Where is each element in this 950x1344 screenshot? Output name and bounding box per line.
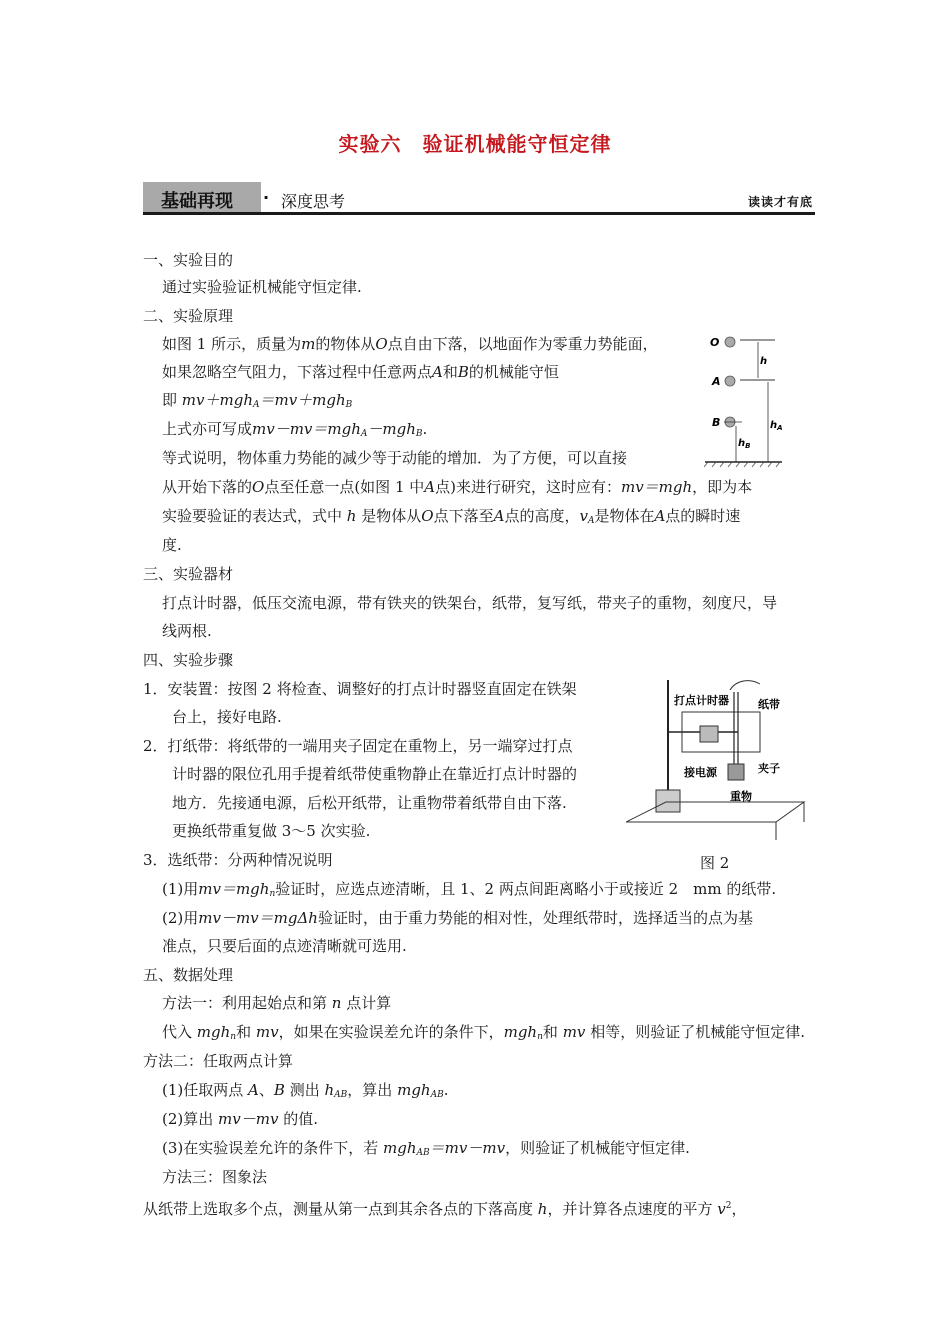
text: 点)来进行研究，这时应有： bbox=[435, 478, 621, 496]
fig1-label-hb-main: h bbox=[738, 438, 746, 449]
paragraph-line bbox=[162, 419, 427, 444]
label-weight: 重物 bbox=[730, 790, 752, 803]
paragraph-line bbox=[162, 390, 352, 415]
text: 从开始下落的 bbox=[162, 478, 253, 496]
math-var: v bbox=[579, 507, 588, 525]
math-var: B bbox=[457, 363, 469, 381]
math-expr: mgh bbox=[196, 1023, 231, 1041]
paragraph-line: 度. bbox=[162, 536, 182, 554]
weight-block bbox=[728, 764, 744, 780]
fig1-label-ha bbox=[770, 420, 783, 432]
equation: mv－mv＝mgh bbox=[252, 420, 361, 438]
text: 从纸带上选取多个点，测量从第一点到其余各点的下落高度 bbox=[143, 1200, 534, 1218]
paragraph-line bbox=[143, 1196, 747, 1219]
text: 是物体从 bbox=[361, 507, 422, 525]
text: 点的高度， bbox=[504, 507, 580, 525]
subscript: A bbox=[587, 516, 595, 526]
fig1-label-h: h bbox=[760, 356, 768, 367]
text: 的值. bbox=[283, 1110, 318, 1128]
figure-2-diagram bbox=[626, 672, 816, 842]
math-var: B bbox=[273, 1081, 285, 1099]
subscript: B bbox=[345, 400, 353, 410]
subscript: n bbox=[230, 1032, 237, 1042]
paragraph-line bbox=[162, 1022, 805, 1047]
equation: mv－mv＝mgΔh bbox=[198, 909, 318, 927]
subscript: AB bbox=[416, 1148, 430, 1158]
math-var: O bbox=[421, 507, 434, 525]
subscript: AB bbox=[334, 1090, 348, 1100]
math-var: h bbox=[537, 1200, 548, 1218]
text: 点至任意一点(如图 1 中 bbox=[264, 478, 425, 496]
subscript: n bbox=[269, 889, 276, 899]
equation: ＝mv＋mgh bbox=[259, 391, 346, 409]
text: ，并计算各点速度的平方 bbox=[547, 1200, 713, 1218]
subscript: n bbox=[537, 1032, 543, 1042]
text: 、 bbox=[258, 1081, 274, 1099]
subscript: AB bbox=[430, 1090, 444, 1100]
stand-base-block bbox=[656, 790, 680, 812]
banner-rule bbox=[143, 212, 815, 215]
step-line: 更换纸带重复做 3～5 次实验. bbox=[172, 822, 371, 840]
text: 点的瞬时速 bbox=[665, 507, 741, 525]
text: 点自由下落，以地面作为零重力势能面， bbox=[387, 335, 658, 353]
math-expr: mv bbox=[255, 1023, 279, 1041]
text: 是物体在 bbox=[594, 507, 655, 525]
subscript: B bbox=[415, 429, 423, 439]
paragraph-line bbox=[162, 334, 658, 354]
text: ， bbox=[731, 1200, 747, 1218]
paragraph-line bbox=[162, 506, 740, 531]
paragraph-line: 准点，只要后面的点迹清晰就可选用. bbox=[162, 937, 407, 955]
figure-2-caption: 图 2 bbox=[700, 854, 730, 872]
label-timer: 打点计时器 bbox=[674, 694, 729, 707]
text: 点下落至 bbox=[433, 507, 494, 525]
math-var: A bbox=[248, 1081, 259, 1099]
paragraph-line bbox=[162, 1080, 449, 1105]
text: (1)任取两点 bbox=[162, 1081, 244, 1099]
math-var: n bbox=[331, 994, 342, 1012]
equation: mv＝mgh bbox=[198, 880, 270, 898]
math-expr: h bbox=[324, 1081, 335, 1099]
fig1-label-hb bbox=[738, 438, 750, 450]
section-heading: 五、数据处理 bbox=[143, 966, 234, 984]
equation: －mv bbox=[467, 1139, 506, 1157]
subscript: A bbox=[360, 429, 368, 439]
ball-o bbox=[725, 337, 735, 347]
step-line: 1．安装置：按图 2 将检查、调整好的打点计时器竖直固定在铁架 bbox=[143, 680, 577, 698]
math-expr: mgh bbox=[397, 1081, 431, 1099]
text: ，即为本 bbox=[692, 478, 753, 496]
step-line: 3．选纸带：分两种情况说明 bbox=[143, 851, 333, 869]
paragraph-line bbox=[162, 879, 776, 904]
text: 方法一：利用起始点和第 bbox=[162, 994, 328, 1012]
math-var: v bbox=[717, 1200, 726, 1218]
text: (2)算出 bbox=[162, 1110, 214, 1128]
text: 实验要验证的表达式，式中 bbox=[162, 507, 343, 525]
label-power: 接电源 bbox=[684, 766, 717, 779]
math-var: A bbox=[432, 363, 443, 381]
hand-icon bbox=[730, 681, 760, 690]
fig1-label-hb-sub: B bbox=[745, 442, 751, 450]
text: 和 bbox=[542, 1023, 558, 1041]
text: 的物体从 bbox=[315, 335, 376, 353]
superscript: 2 bbox=[725, 1201, 732, 1211]
text: (2)用 bbox=[162, 909, 199, 927]
text: 即 bbox=[162, 391, 178, 409]
step-line: 地方．先接通电源，后松开纸带，让重物带着纸带自由下落. bbox=[172, 794, 567, 812]
math-var: h bbox=[346, 507, 357, 525]
text: . bbox=[422, 420, 428, 438]
paragraph-line bbox=[162, 477, 752, 497]
method-heading bbox=[162, 993, 391, 1013]
paragraph-line bbox=[162, 908, 753, 928]
text: (1)用 bbox=[162, 880, 199, 898]
figure-1-diagram bbox=[700, 328, 810, 468]
text: ，算出 bbox=[347, 1081, 393, 1099]
paragraph-line: 打点计时器，低压交流电源，带有铁夹的铁架台，纸带，复写纸，带夹子的重物，刻度尺，导 bbox=[162, 594, 778, 612]
text: 如果忽略空气阻力，下落过程中任意两点 bbox=[162, 363, 433, 381]
text: 验证时，由于重力势能的相对性，处理纸带时，选择适当的点为基 bbox=[317, 909, 753, 927]
math-expr: mgh bbox=[503, 1023, 538, 1041]
page-title: 实验六 验证机械能守恒定律 bbox=[338, 132, 612, 156]
math-var: A bbox=[654, 507, 666, 525]
paragraph-line: 等式说明，物体重力势能的减少等于动能的增加．为了方便，可以直接 bbox=[162, 449, 628, 467]
step-line: 台上，接好电路. bbox=[172, 708, 282, 726]
text: 测出 bbox=[289, 1081, 320, 1099]
timer-body bbox=[700, 726, 718, 742]
section-heading: 四、实验步骤 bbox=[143, 651, 234, 669]
math-expr: mv bbox=[562, 1023, 586, 1041]
text: . bbox=[443, 1081, 449, 1099]
fig1-label-b: B bbox=[712, 416, 721, 429]
text: 代入 bbox=[162, 1023, 193, 1041]
paragraph-line bbox=[162, 1138, 690, 1163]
paragraph-line: 线两根. bbox=[162, 622, 212, 640]
math-var: O bbox=[375, 335, 388, 353]
text: 验证时，应选点迹清晰，且 1、2 两点间距离略小于或接近 2 mm 的纸带. bbox=[275, 880, 777, 898]
math-var: A bbox=[424, 478, 436, 496]
table-top bbox=[626, 802, 804, 822]
banner-sub-label: 深度思考 bbox=[281, 192, 346, 211]
math-var: A bbox=[493, 507, 505, 525]
equation: mv＝mgh bbox=[620, 478, 693, 496]
method-heading: 方法三：图象法 bbox=[162, 1168, 268, 1186]
text: 和 bbox=[236, 1023, 252, 1041]
banner-separator: · bbox=[263, 188, 270, 207]
equation: ＝mv bbox=[429, 1139, 468, 1157]
text: 和 bbox=[442, 363, 458, 381]
label-tape: 纸带 bbox=[758, 698, 780, 711]
subscript: A bbox=[252, 400, 260, 410]
ball-a bbox=[725, 376, 735, 386]
label-clip: 夹子 bbox=[758, 762, 780, 775]
fig1-label-o: O bbox=[710, 336, 720, 349]
paragraph: 通过实验验证机械能守恒定律. bbox=[162, 278, 362, 296]
text: 点计算 bbox=[346, 994, 392, 1012]
math-expr: mv－mv bbox=[218, 1110, 279, 1128]
section-heading: 三、实验器材 bbox=[143, 565, 234, 583]
text: 如图 1 所示，质量为 bbox=[162, 335, 302, 353]
fig1-label-ha-main: h bbox=[770, 420, 778, 431]
step-line: 计时器的限位孔用手提着纸带使重物静止在靠近打点计时器的 bbox=[172, 765, 578, 783]
fig1-label-ha-sub: A bbox=[777, 424, 783, 432]
text: 的机械能守恒 bbox=[468, 363, 559, 381]
banner-main-label: 基础再现 bbox=[161, 191, 233, 212]
section-heading: 一、实验目的 bbox=[143, 251, 234, 269]
math-var: O bbox=[252, 478, 265, 496]
section-banner bbox=[143, 182, 815, 214]
step-line: 2．打纸带：将纸带的一端用夹子固定在重物上，另一端穿过打点 bbox=[143, 737, 573, 755]
banner-right-label: 读读才有底 bbox=[747, 195, 813, 209]
equation: －mgh bbox=[367, 420, 416, 438]
method-heading: 方法二：任取两点计算 bbox=[143, 1052, 294, 1070]
text: ，则验证了机械能守恒定律. bbox=[505, 1139, 690, 1157]
text: 相等，则验证了机械能守恒定律. bbox=[590, 1023, 805, 1041]
text: (3)在实验误差允许的条件下，若 bbox=[162, 1139, 379, 1157]
paragraph-line bbox=[162, 1109, 318, 1129]
text: 上式亦可写成 bbox=[162, 420, 253, 438]
equation: mgh bbox=[383, 1139, 417, 1157]
text: ，如果在实验误差允许的条件下， bbox=[278, 1023, 504, 1041]
equation: mv＋mgh bbox=[181, 391, 253, 409]
paragraph-line bbox=[162, 362, 559, 382]
math-var: m bbox=[301, 335, 316, 353]
fig1-label-a: A bbox=[712, 375, 721, 388]
section-heading: 二、实验原理 bbox=[143, 307, 234, 325]
